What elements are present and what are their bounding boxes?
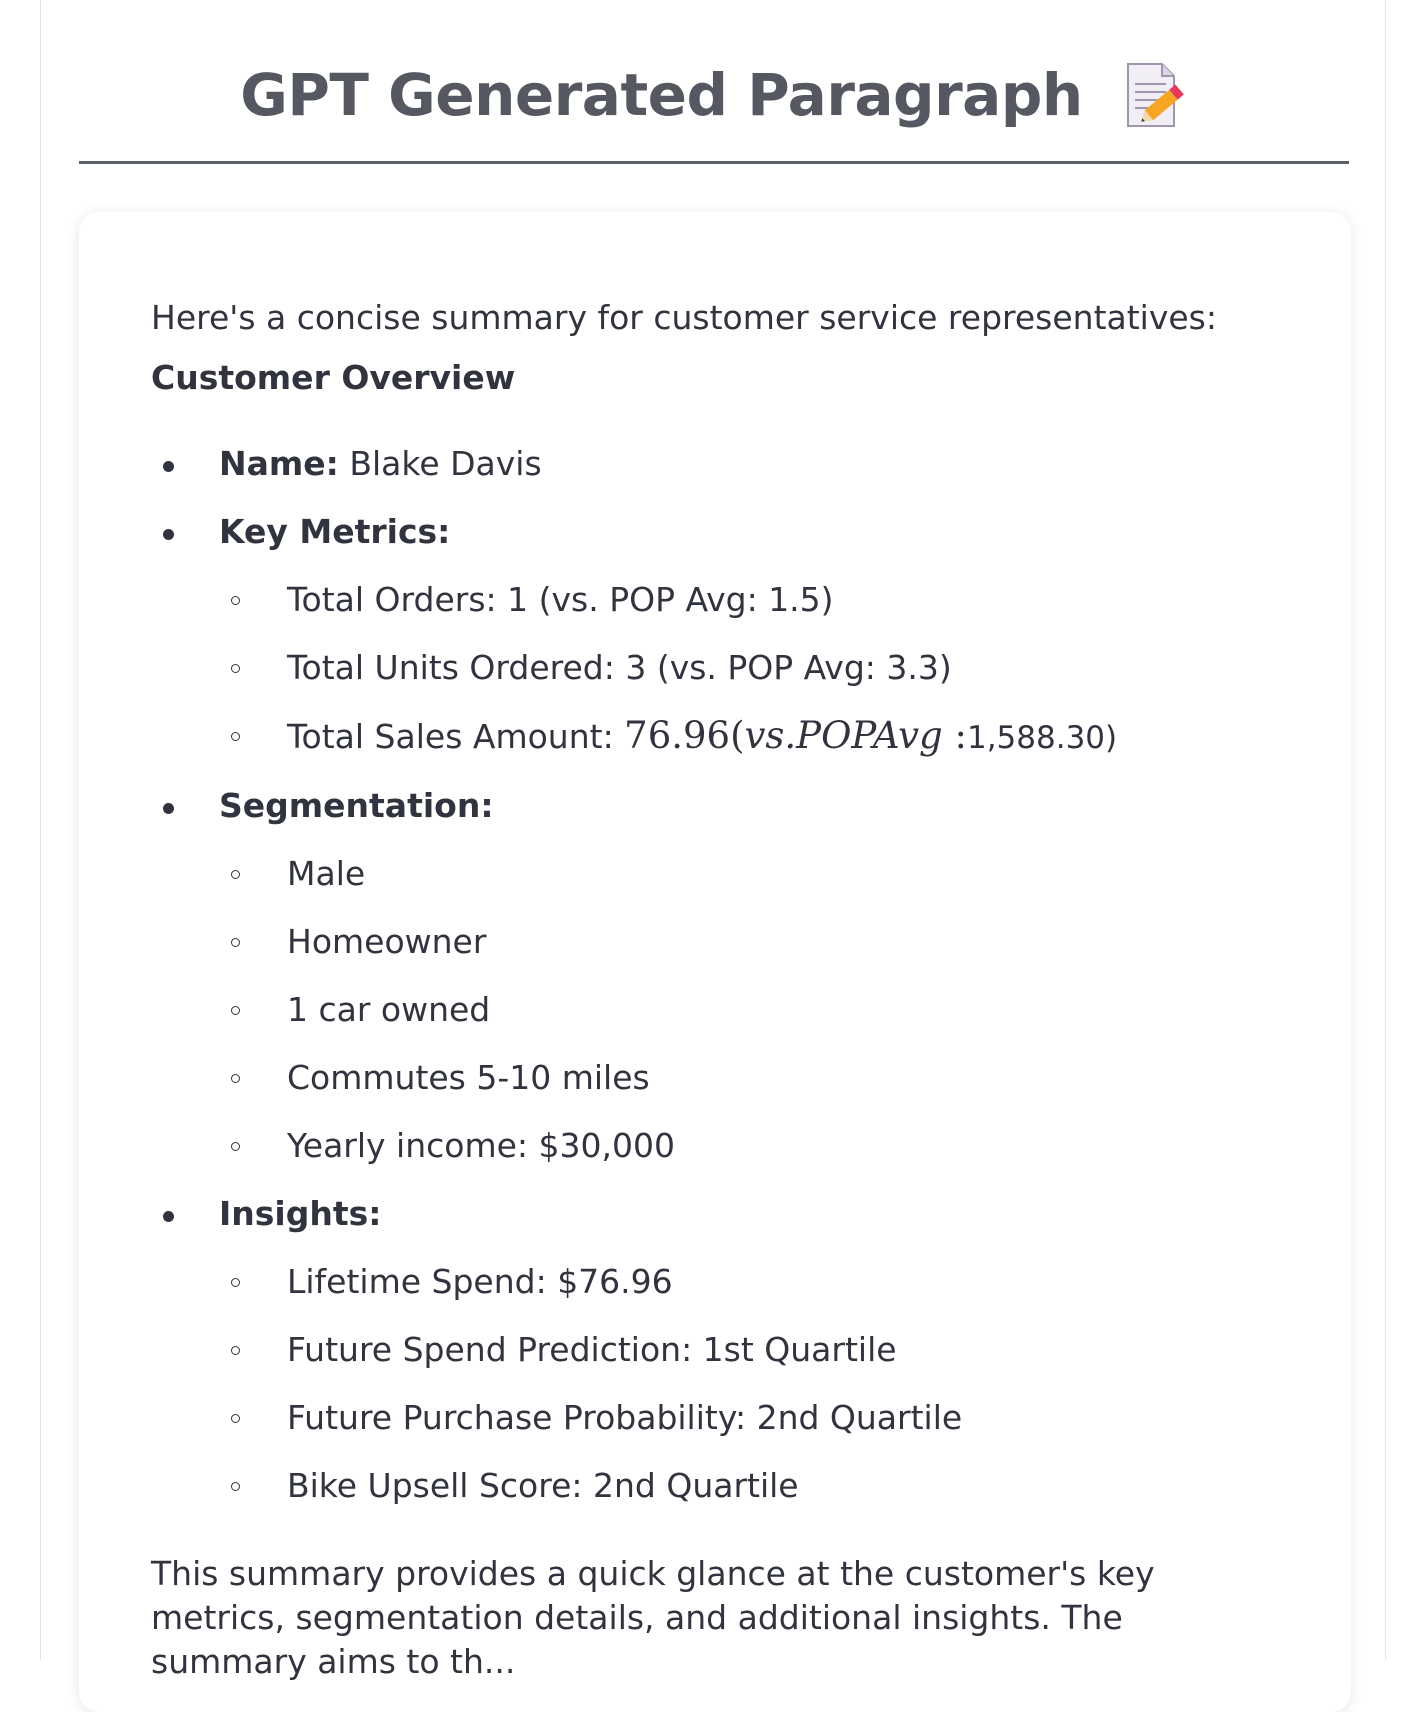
sales-amount-item bbox=[219, 714, 1291, 760]
list-item: Future Purchase Probability: 2nd Quartile bbox=[219, 1396, 1291, 1440]
key-metrics-label: Key Metrics: bbox=[219, 512, 451, 551]
closing-text: This summary provides a quick glance at the customer's key metrics, segmentation details, and additional insights. The summary aims to th... bbox=[151, 1554, 1155, 1681]
name-label: Name: bbox=[219, 444, 339, 483]
segmentation-item bbox=[151, 784, 1291, 1168]
list-item: Lifetime Spend: $76.96 bbox=[219, 1260, 1291, 1304]
list-item: Yearly income: $30,000 bbox=[219, 1124, 1291, 1168]
summary-list bbox=[151, 442, 1291, 1508]
segmentation-label: Segmentation: bbox=[219, 786, 494, 825]
name-item bbox=[151, 442, 1291, 486]
sales-amount-label: Total Sales Amount: bbox=[287, 717, 625, 756]
insights-label: Insights: bbox=[219, 1194, 382, 1233]
sales-amount-math-colon: : bbox=[942, 714, 967, 757]
list-item: 1 car owned bbox=[219, 988, 1291, 1032]
list-item: Bike Upsell Score: 2nd Quartile bbox=[219, 1464, 1291, 1508]
insights-item bbox=[151, 1192, 1291, 1508]
sales-amount-math-text: vs.POPAvg bbox=[744, 714, 943, 757]
title-row bbox=[79, 60, 1349, 130]
sales-amount-tail: 1,588.30) bbox=[966, 720, 1118, 756]
list-item: Commutes 5-10 miles bbox=[219, 1056, 1291, 1100]
summary-card bbox=[79, 212, 1351, 1712]
page-header bbox=[79, 40, 1349, 164]
list-item: Male bbox=[219, 852, 1291, 896]
list-item: Future Spend Prediction: 1st Quartile bbox=[219, 1328, 1291, 1372]
segmentation-list bbox=[219, 852, 1291, 1168]
sales-amount-math-number: 76.96( bbox=[624, 714, 745, 757]
list-item: Homeowner bbox=[219, 920, 1291, 964]
page-title: GPT Generated Paragraph bbox=[240, 61, 1083, 129]
name-value: Blake Davis bbox=[349, 444, 542, 483]
key-metrics-list bbox=[219, 578, 1291, 760]
main-container bbox=[40, 0, 1386, 1681]
intro-text: Here's a concise summary for customer service representatives: bbox=[151, 298, 1217, 337]
list-item: Total Orders: 1 (vs. POP Avg: 1.5) bbox=[219, 578, 1291, 622]
overview-heading: Customer Overview bbox=[151, 358, 516, 397]
insights-list bbox=[219, 1260, 1291, 1508]
key-metrics-item bbox=[151, 510, 1291, 760]
memo-pencil-icon bbox=[1122, 60, 1188, 130]
list-item: Total Units Ordered: 3 (vs. POP Avg: 3.3) bbox=[219, 646, 1291, 690]
